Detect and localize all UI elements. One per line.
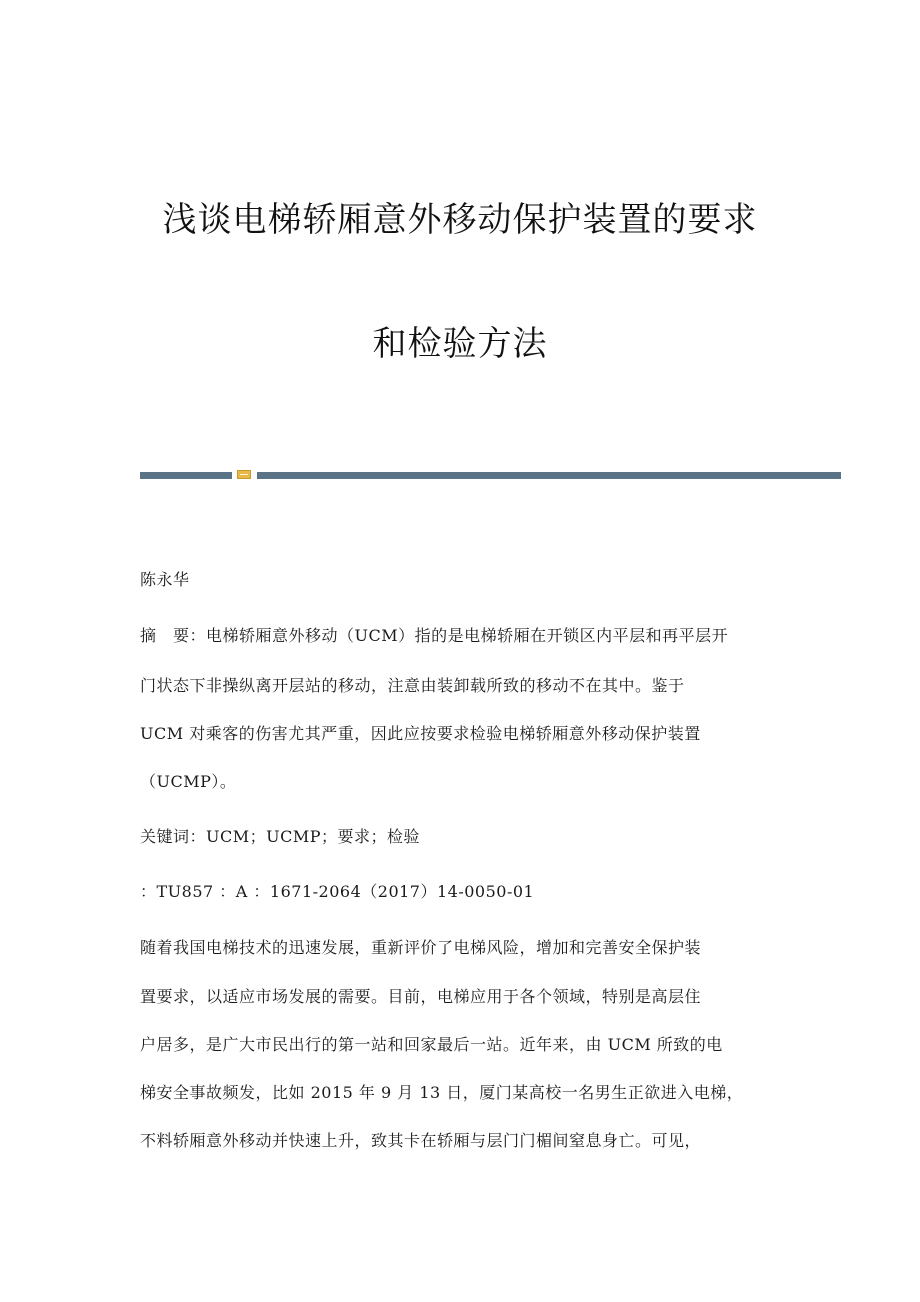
keywords: 关键词：UCM；UCMP；要求；检验: [140, 827, 420, 846]
divider-bar-right: [257, 472, 841, 479]
divider-bar-left: [140, 472, 232, 479]
abstract-line: 门状态下非操纵离开层站的移动，注意由装卸载所致的移动不在其中。鉴于: [140, 676, 685, 695]
author-name: 陈永华: [140, 570, 190, 589]
document-title-line-1: 浅谈电梯轿厢意外移动保护装置的要求: [162, 200, 758, 240]
classification-codes: ：TU857 ：A ：1671-2064（2017）14-0050-01: [140, 882, 535, 901]
document-title-line-2: 和检验方法: [372, 324, 548, 364]
body-line: 不料轿厢意外移动并快速上升，致其卡在轿厢与层门门楣间窒息身亡。可见，: [140, 1131, 702, 1150]
title-divider: [140, 470, 841, 479]
body-line: 随着我国电梯技术的迅速发展，重新评价了电梯风险，增加和完善安全保护装: [140, 938, 702, 957]
body-line: 置要求，以适应市场发展的需要。目前，电梯应用于各个领域，特别是高层住: [140, 987, 702, 1006]
abstract-line: 摘 要：电梯轿厢意外移动（UCM）指的是电梯轿厢在开锁区内平层和再平层开: [140, 626, 729, 645]
abstract-line: （UCMP）。: [140, 772, 237, 791]
body-line: 梯安全事故频发，比如 2015 年 9 月 13 日，厦门某高校一名男生正欲进入电梯，: [140, 1083, 744, 1102]
body-line: 户居多，是广大市民出行的第一站和回家最后一站。近年来，由 UCM 所致的电: [140, 1035, 723, 1054]
abstract-line: UCM 对乘客的伤害尤其严重，因此应按要求检验电梯轿厢意外移动保护装置: [140, 724, 701, 743]
divider-ornament-icon: [237, 470, 251, 479]
